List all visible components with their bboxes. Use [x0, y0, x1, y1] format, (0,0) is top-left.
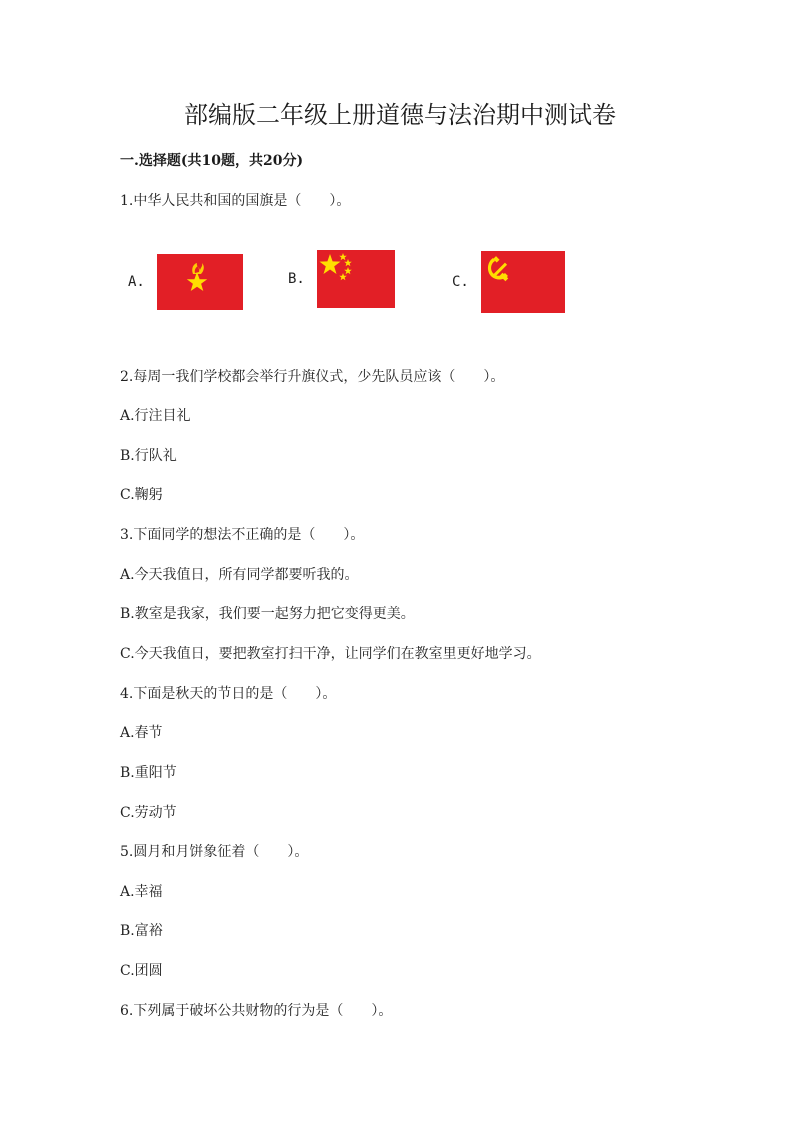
question-stem: 3.下面同学的想法不正确的是（ ）。 — [120, 527, 365, 543]
option-label: C. — [452, 274, 469, 290]
question-stem: 6.下列属于破坏公共财物的行为是（ ）。 — [120, 1003, 393, 1019]
question-stem: 1.中华人民共和国的国旗是（ ）。 — [120, 193, 351, 209]
question-stem: 2.每周一我们学校都会举行升旗仪式，少先队员应该（ ）。 — [120, 369, 505, 385]
young-pioneers-flag-icon — [157, 254, 243, 310]
option-a[interactable]: A.行注目礼 — [120, 408, 191, 424]
option-a[interactable]: A.春节 — [120, 725, 163, 741]
option-b[interactable]: B.富裕 — [120, 923, 163, 939]
question-stem: 5.圆月和月饼象征着（ ）。 — [120, 844, 309, 860]
page-title: 部编版二年级上册道德与法治期中测试卷 — [184, 101, 616, 129]
chinese-national-flag-icon — [317, 250, 395, 308]
option-c[interactable]: C.今天我值日，要把教室打扫干净，让同学们在教室里更好地学习。 — [120, 646, 541, 662]
option-b[interactable]: B.行队礼 — [120, 448, 177, 464]
communist-party-flag-icon — [481, 251, 565, 313]
option-a[interactable]: A.幸福 — [120, 884, 163, 900]
question-stem: 4.下面是秋天的节日的是（ ）。 — [120, 686, 337, 702]
option-b[interactable]: B.重阳节 — [120, 765, 177, 781]
section-heading: 一.选择题(共10题，共20分) — [120, 153, 304, 169]
option-c[interactable]: C.团圆 — [120, 963, 163, 979]
option-b[interactable] — [288, 250, 395, 308]
option-a[interactable] — [128, 254, 243, 310]
option-c[interactable]: C.劳动节 — [120, 805, 177, 821]
option-a[interactable]: A.今天我值日，所有同学都要听我的。 — [120, 567, 359, 583]
option-c[interactable]: C.鞠躬 — [120, 487, 163, 503]
option-label: B. — [288, 271, 305, 287]
option-c[interactable] — [452, 251, 565, 313]
option-b[interactable]: B.教室是我家，我们要一起努力把它变得更美。 — [120, 606, 415, 622]
option-label: A. — [128, 274, 145, 290]
